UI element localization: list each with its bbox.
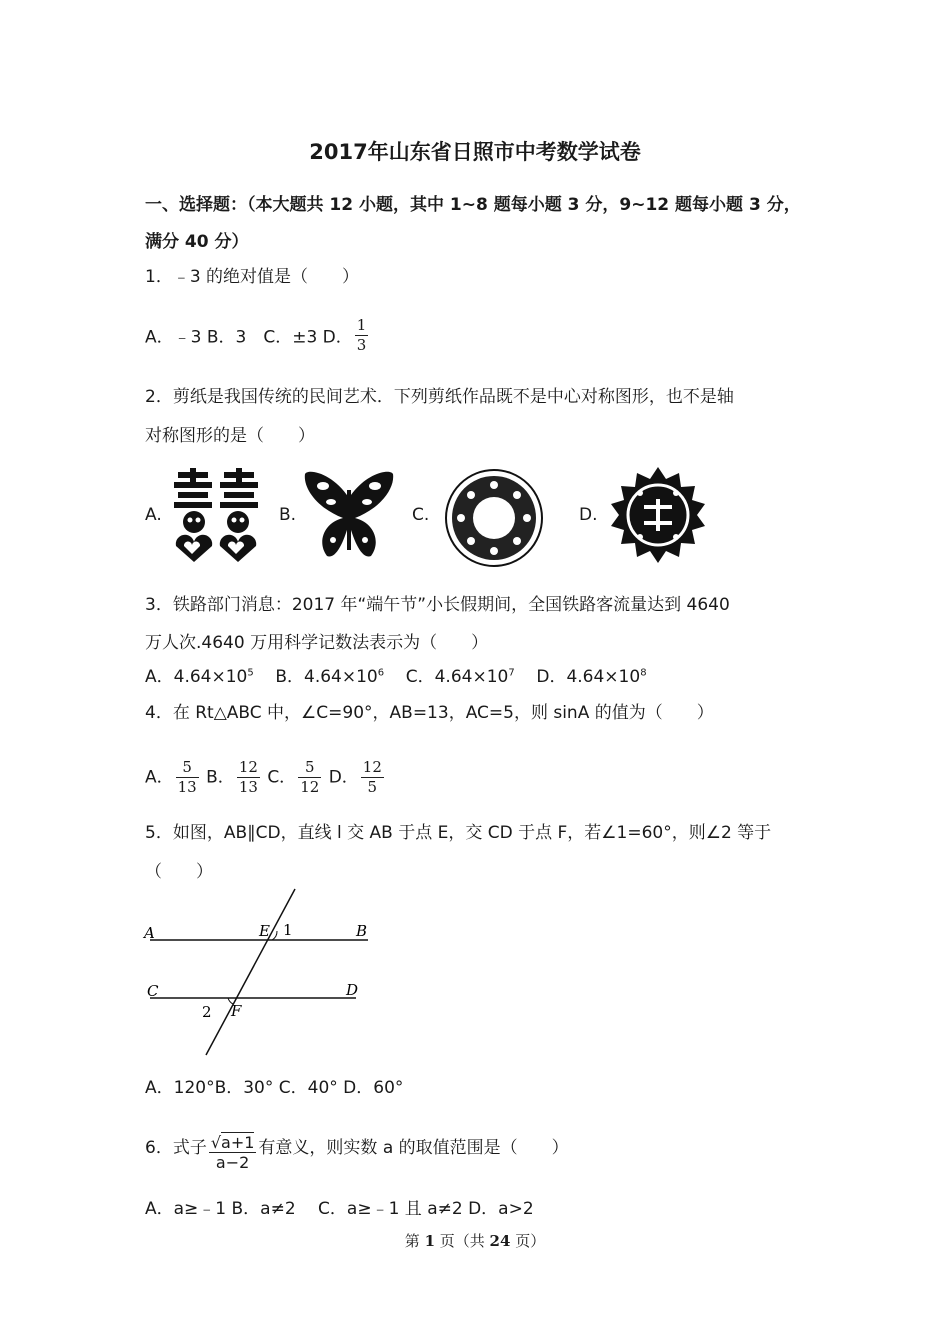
- q4-frac-b-den: 13: [238, 778, 258, 796]
- q6-stem-pre: 6．式子: [145, 1138, 207, 1158]
- q4-options: [145, 758, 386, 797]
- q1-frac-num: 1: [356, 316, 367, 334]
- label-angle-2: 2: [202, 1003, 212, 1021]
- q3-opt-b: B．4.64×10: [275, 667, 378, 687]
- q1-stem: 1．﹣3 的绝对值是（ ）: [145, 267, 360, 287]
- papercut-sun-image: [606, 465, 710, 569]
- q4-frac-a-den: 13: [177, 778, 197, 796]
- q6-radicand: a+1: [221, 1133, 255, 1152]
- footer-total-pages: 24: [489, 1232, 511, 1250]
- q3-options: [145, 662, 647, 687]
- transversal-line-l: [206, 889, 295, 1055]
- page-footer: [0, 1230, 950, 1251]
- q1-options: [145, 316, 370, 355]
- papercut-ring-image: [442, 468, 546, 568]
- q6-radical-fraction: [209, 1133, 257, 1172]
- q4-opt-c: C．: [267, 767, 297, 788]
- q2-stem-line1: 2．剪纸是我国传统的民间艺术．下列剪纸作品既不是中心对称图形，也不是轴: [145, 387, 734, 407]
- parallel-lines-figure: [140, 885, 380, 1060]
- q4-frac-b-num: 12: [238, 758, 258, 776]
- q3-exp-a: 5: [247, 667, 254, 679]
- q4-frac-c: [298, 758, 321, 797]
- label-d: D: [346, 981, 359, 999]
- q3-opt-d: D．4.64×10: [536, 667, 641, 687]
- label-f: F: [231, 1002, 242, 1020]
- q5-options: A．120°B．30° C．40° D．60°: [145, 1078, 404, 1098]
- papercut-butterfly-image: [303, 468, 395, 563]
- q4-frac-d-num: 12: [362, 758, 382, 776]
- q2-stem-line2: 对称图形的是（ ）: [145, 426, 315, 446]
- q4-opt-a: A．: [145, 767, 174, 788]
- q4-opt-b: B．: [206, 767, 235, 788]
- footer-pre: 第: [404, 1232, 425, 1250]
- footer-post: 页）: [510, 1232, 546, 1250]
- section-heading: 一、选择题：（本大题共 12 小题，其中 1~8 题每小题 3 分，9~12 题每小题 3 分，: [145, 195, 801, 215]
- q2-label-c: C.: [412, 505, 430, 525]
- q3-exp-c: 7: [508, 667, 515, 679]
- footer-page-number: 1: [424, 1232, 435, 1250]
- q4-opt-d: D．: [328, 767, 359, 788]
- label-c: C: [147, 982, 159, 1000]
- q3-stem-line2: 万人次.4640 万用科学记数法表示为（ ）: [145, 633, 489, 653]
- q6-stem-post: 有意义，则实数 a 的取值范围是（ ）: [258, 1138, 569, 1158]
- label-b: B: [356, 922, 368, 940]
- q2-label-d: D.: [579, 505, 598, 525]
- q6-denominator: a−2: [215, 1153, 250, 1172]
- q3-exp-b: 6: [377, 667, 385, 679]
- q5-stem-line2: （ ）: [145, 862, 213, 882]
- q4-frac-b: [237, 758, 260, 797]
- q5-stem-line1: 5．如图，AB∥CD，直线 l 交 AB 于点 E，交 CD 于点 F，若∠1=60°，则∠2 等于: [145, 823, 772, 843]
- q4-frac-a: [176, 758, 199, 797]
- q1-options-text: A．﹣3 B．3 C．±3 D．: [145, 327, 353, 348]
- q4-stem: 4．在 Rt△ABC 中，∠C=90°，AB=13，AC=5，则 sinA 的值为（ ）: [145, 703, 714, 723]
- q3-stem-line1: 3．铁路部门消息：2017 年“端午节”小长假期间，全国铁路客流量达到 4640: [145, 595, 730, 615]
- q4-frac-c-den: 12: [300, 778, 320, 796]
- label-a: A: [144, 924, 155, 942]
- q4-frac-c-num: 5: [298, 758, 321, 778]
- q6-stem: [145, 1133, 569, 1177]
- label-e: E: [259, 922, 270, 940]
- q6-options: A．a≥﹣1 B．a≠2 C．a≥﹣1 且 a≠2 D．a>2: [145, 1199, 534, 1219]
- q1-fraction: [355, 316, 369, 355]
- q3-opt-c: C．4.64×10: [405, 667, 509, 687]
- q6-sqrt: √a+1: [210, 1133, 255, 1152]
- q4-frac-d: [361, 758, 384, 797]
- footer-mid: 页（共: [435, 1232, 490, 1250]
- q3-exp-d: 8: [640, 667, 647, 679]
- q4-frac-d-den: 5: [367, 778, 378, 796]
- q1-frac-den: 3: [356, 336, 367, 354]
- papercut-double-happiness-image: [170, 468, 262, 563]
- q2-label-a: A.: [145, 505, 162, 525]
- q2-label-b: B.: [279, 505, 297, 525]
- section-heading-cont: 满分 40 分）: [145, 232, 249, 252]
- angle-1-arc: [272, 931, 277, 940]
- q3-opt-a: A．4.64×10: [145, 667, 248, 687]
- page-title: 2017年山东省日照市中考数学试卷: [309, 140, 641, 164]
- label-angle-1: 1: [283, 921, 293, 939]
- q4-frac-a-num: 5: [176, 758, 199, 778]
